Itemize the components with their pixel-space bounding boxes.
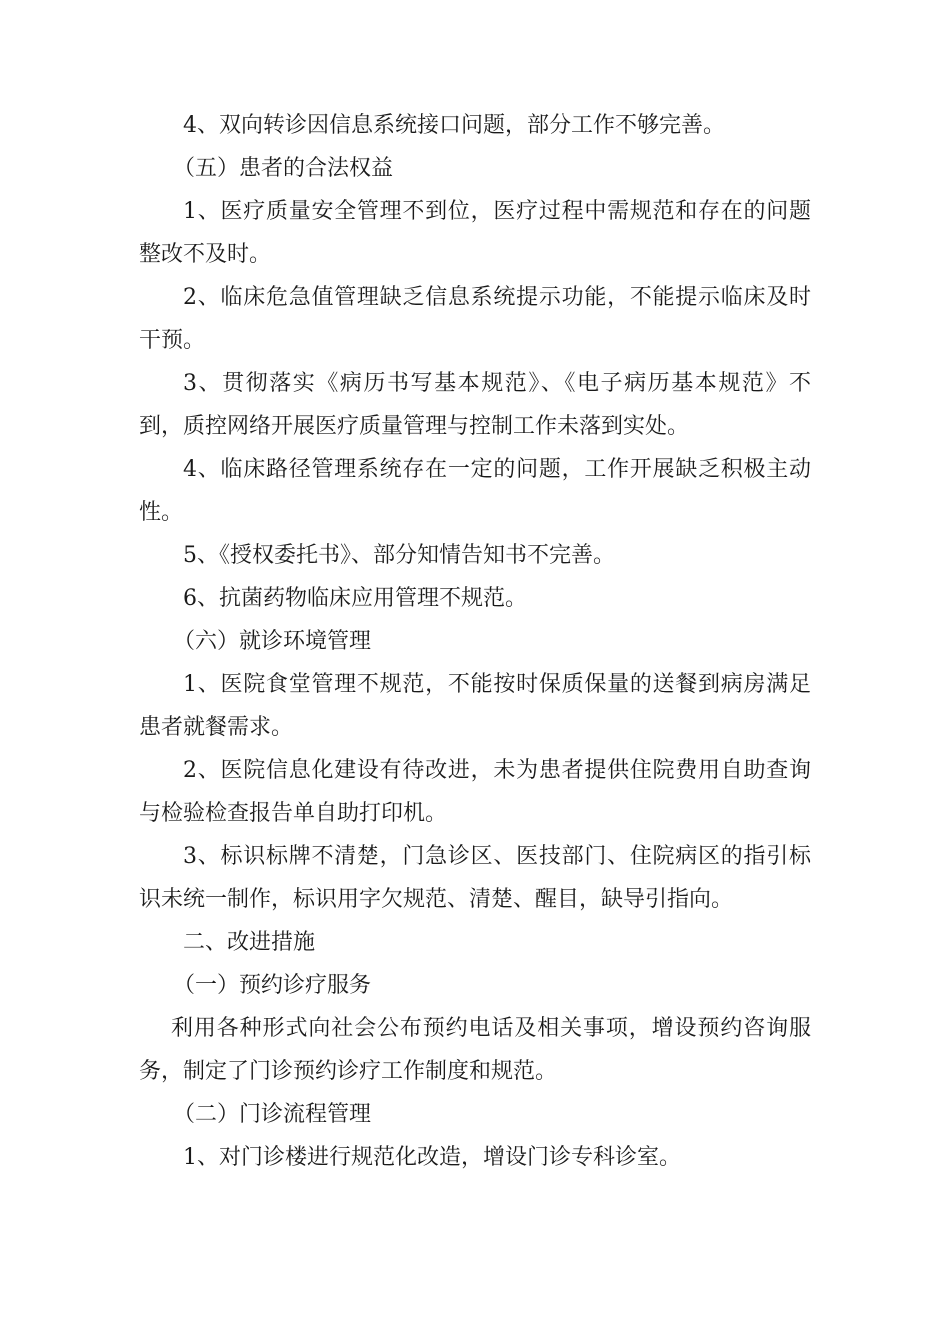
document-body — [139, 104, 811, 1179]
paragraph-referral-item-4: 4、双向转诊因信息系统接口问题，部分工作不够完善。 — [183, 113, 725, 138]
paragraph-outpatient-item-1: 1、对门诊楼进行规范化改造，增设门诊专科诊室。 — [183, 1145, 681, 1170]
paragraph-rights-item-6: 6、抗菌药物临床应用管理不规范。 — [183, 586, 527, 611]
paragraph-rights-item-5: 5、《授权委托书》、部分知情告知书不完善。 — [183, 543, 615, 568]
paragraph-rights-item-4: 4、临床路径管理系统存在一定的问题，工作开展缺乏积极主动性。 — [139, 457, 811, 525]
heading-outpatient-process: （二）门诊流程管理 — [173, 1102, 372, 1127]
paragraph-rights-item-2: 2、临床危急值管理缺乏信息系统提示功能，不能提示临床及时干预。 — [139, 285, 811, 353]
heading-environment-management: （六）就诊环境管理 — [173, 629, 372, 654]
heading-appointment-service: （一）预约诊疗服务 — [173, 973, 372, 998]
paragraph-rights-item-3: 3、贯彻落实《病历书写基本规范》、《电子病历基本规范》不到，质控网络开展医疗质量管理与控制工作未落到实处。 — [139, 371, 811, 439]
paragraph-environment-item-3: 3、标识标牌不清楚，门急诊区、医技部门、住院病区的指引标识未统一制作，标识用字欠规范、清楚、醒目，缺导引指向。 — [139, 844, 811, 912]
paragraph-rights-item-1: 1、医疗质量安全管理不到位，医疗过程中需规范和存在的问题整改不及时。 — [139, 199, 811, 267]
heading-patient-rights: （五）患者的合法权益 — [173, 156, 394, 181]
paragraph-environment-item-2: 2、医院信息化建设有待改进，未为患者提供住院费用自助查询与检验检查报告单自助打印机。 — [139, 758, 811, 826]
heading-improvement-measures: 二、改进措施 — [183, 930, 316, 955]
paragraph-environment-item-1: 1、医院食堂管理不规范，不能按时保质保量的送餐到病房满足患者就餐需求。 — [139, 672, 811, 740]
paragraph-appointment-service: 利用各种形式向社会公布预约电话及相关事项，增设预约咨询服务，制定了门诊预约诊疗工作制度和规范。 — [139, 1016, 811, 1084]
